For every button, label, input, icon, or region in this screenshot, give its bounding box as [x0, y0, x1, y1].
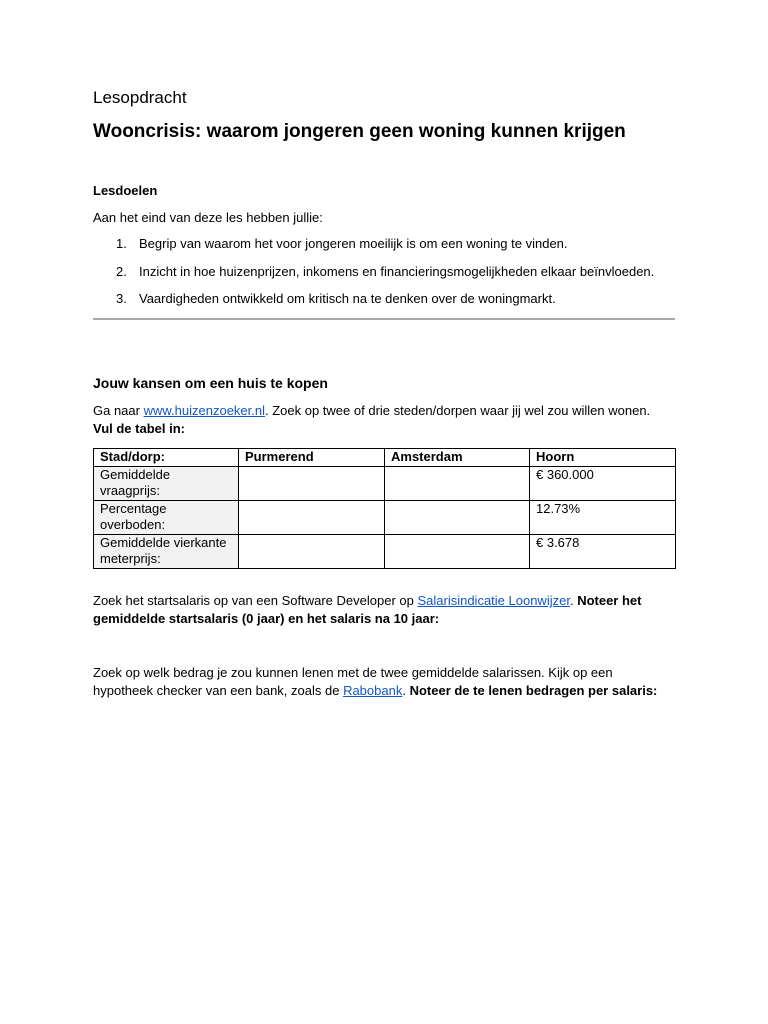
- goal-item: [93, 290, 675, 318]
- cell-purmerend[interactable]: [239, 466, 385, 500]
- goal-number: 2.: [116, 263, 127, 279]
- table-instruction: Vul de tabel in:: [93, 421, 185, 436]
- table-header-row: [94, 449, 676, 467]
- cell-purmerend[interactable]: [239, 500, 385, 534]
- goal-text: Inzicht in hoe huizenprijzen, inkomens en financieringsmogelijkheden elkaar beïnvloeden.: [139, 263, 655, 279]
- search-prefix: Ga naar: [93, 403, 144, 418]
- header-purmerend: Purmerend: [239, 449, 385, 467]
- goals-heading: Lesdoelen: [93, 183, 158, 198]
- goal-item: [93, 235, 675, 263]
- goal-text: Vaardigheden ontwikkeld om kritisch na te denken over de woningmarkt.: [139, 291, 556, 306]
- housing-table: [93, 448, 676, 569]
- loonwijzer-link[interactable]: Salarisindicatie Loonwijzer: [417, 593, 570, 608]
- loan-task: Noteer de te lenen bedragen per salaris:: [409, 683, 658, 698]
- goal-number: 1.: [116, 236, 127, 251]
- document-subtitle: Lesopdracht: [93, 88, 187, 107]
- cell-hoorn[interactable]: 12.73%: [530, 500, 676, 534]
- search-suffix: . Zoek op twee of drie steden/dorpen waar jij wel zou willen wonen.: [265, 403, 651, 418]
- document-title: Wooncrisis: waarom jongeren geen woning kunnen krijgen: [93, 121, 626, 142]
- goal-item: [93, 263, 675, 291]
- row-label: Gemiddelde vraagprijs:: [94, 466, 239, 500]
- row-label: Gemiddelde vierkante meterprijs:: [94, 534, 239, 568]
- header-stad-dorp: Stad/dorp:: [94, 449, 239, 467]
- cell-purmerend[interactable]: [239, 534, 385, 568]
- header-amsterdam: Amsterdam: [385, 449, 530, 467]
- table-row: [94, 500, 676, 534]
- loan-suffix: .: [402, 683, 410, 698]
- salary-instruction: [93, 592, 675, 628]
- chances-heading: Jouw kansen om een huis te kopen: [93, 375, 328, 391]
- goal-text: Begrip van waarom het voor jongeren moeilijk is om een woning te vinden.: [139, 236, 568, 251]
- loan-instruction: [93, 664, 675, 700]
- goals-intro: Aan het eind van deze les hebben jullie:: [93, 210, 323, 225]
- search-instruction: [93, 402, 675, 438]
- table-row: [94, 466, 676, 500]
- rabobank-link[interactable]: Rabobank: [343, 683, 403, 698]
- huizenzoeker-link[interactable]: www.huizenzoeker.nl: [143, 403, 265, 418]
- cell-amsterdam[interactable]: [385, 466, 530, 500]
- horizontal-divider: [93, 318, 675, 320]
- salary-task: Noteer het gemiddelde startsalaris (0 jaar) en het salaris na 10 jaar:: [93, 593, 642, 626]
- loan-prefix: Zoek op welk bedrag je zou kunnen lenen met de twee gemiddelde salarissen. Kijk op een hypotheek checker van een bank, zoals de: [93, 665, 613, 698]
- table-row: [94, 534, 676, 568]
- header-hoorn: Hoorn: [530, 449, 676, 467]
- salary-prefix: Zoek het startsalaris op van een Software Developer op: [93, 593, 418, 608]
- cell-amsterdam[interactable]: [385, 500, 530, 534]
- goals-list: [93, 235, 675, 318]
- goal-number: 3.: [116, 291, 127, 306]
- salary-suffix: .: [569, 593, 578, 608]
- cell-amsterdam[interactable]: [385, 534, 530, 568]
- cell-hoorn[interactable]: € 3.678: [530, 534, 676, 568]
- cell-hoorn[interactable]: € 360.000: [530, 466, 676, 500]
- row-label: Percentage overboden:: [94, 500, 239, 534]
